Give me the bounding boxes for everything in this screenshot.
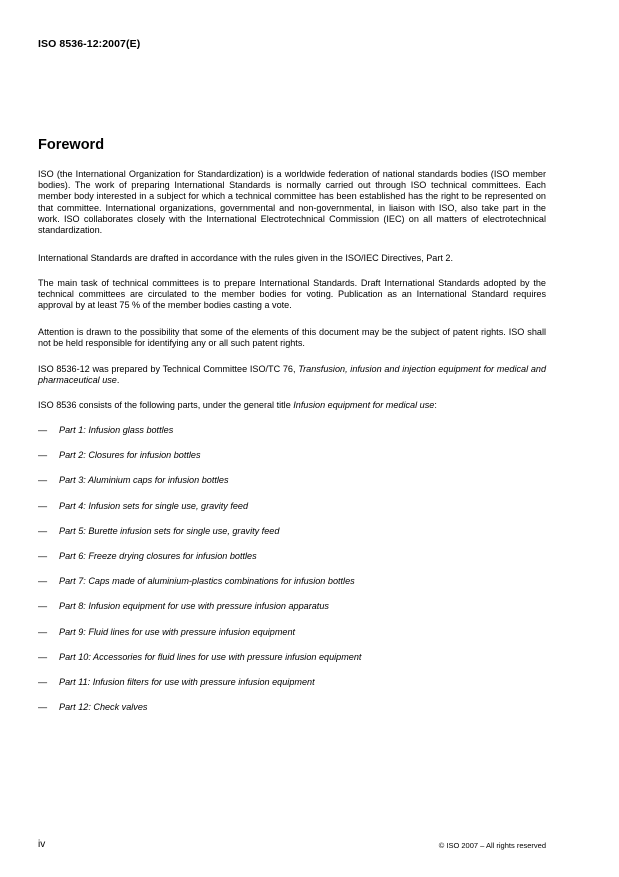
- parts-intro-end: :: [434, 400, 437, 410]
- copyright-notice: © ISO 2007 – All rights reserved: [438, 841, 546, 850]
- part-label: Part 9: Fluid lines for use with pressure infusion equipment: [59, 626, 296, 637]
- part-label: Part 11: Infusion filters for use with pressure infusion equipment: [59, 676, 315, 687]
- list-item: [38, 601, 361, 626]
- list-item: [38, 677, 361, 702]
- paragraph-prepared-by: [38, 364, 546, 386]
- paragraph-parts-intro: [38, 400, 546, 411]
- part-label: Part 5: Burette infusion sets for single use, gravity feed: [59, 525, 280, 536]
- list-item: [38, 450, 361, 475]
- paragraph-iso-overview: ISO (the International Organization for Standardization) is a worldwide federation of national standards bodies (ISO member bodies). The work of preparing International Standards is normally carried out through ISO technical committees. Each member body interested in a subject for which a technical committee has been established has the right to be represented on that committee. International organizations, governmental and non-governmental, in liaison with ISO, also take part in the work. ISO collaborates closely with the International Electrotechnical Commission (IEC) on all matters of electrotechnical standardization.: [38, 169, 546, 236]
- prepared-by-end: .: [116, 375, 120, 386]
- paragraph-patent-rights: Attention is drawn to the possibility that some of the elements of this document may be the subject of patent rights. ISO shall not be held responsible for identifying any or all such patent rights.: [38, 327, 546, 349]
- list-dash: —: [38, 425, 48, 435]
- part-label: Part 7: Caps made of aluminium-plastics combinations for infusion bottles: [59, 576, 355, 587]
- list-dash: —: [38, 450, 48, 461]
- list-dash: —: [38, 576, 48, 587]
- part-label: Part 12: Check valves: [59, 702, 148, 713]
- part-label: Part 3: Aluminium caps for infusion bottles: [59, 475, 229, 486]
- page-number: iv: [38, 839, 46, 850]
- list-dash: —: [38, 601, 48, 612]
- list-dash: —: [38, 651, 48, 662]
- prepared-by-text: ISO 8536-12 was prepared by Technical Committee ISO/TC 76,: [38, 364, 299, 374]
- page-title: Foreword: [38, 137, 105, 153]
- list-item: [38, 551, 361, 576]
- part-label: Part 4: Infusion sets for single use, gravity feed: [59, 500, 249, 511]
- part-label: Part 8: Infusion equipment for use with pressure infusion apparatus: [59, 601, 329, 612]
- part-label: Part 2: Closures for infusion bottles: [59, 450, 201, 461]
- committee-title: Transfusion, infusion and injection equipment for medical and pharmaceutical use: [38, 364, 546, 386]
- list-item: [38, 576, 361, 601]
- paragraph-committee-task: The main task of technical committees is to prepare International Standards. Draft International Standards adopted by the technical committees are circulated to the member bodies for voting. Publication as an International Standard requires approval by at least 75 % of the member bodies casting a vote.: [38, 278, 546, 311]
- list-dash: —: [38, 626, 48, 637]
- list-dash: —: [38, 676, 48, 687]
- list-dash: —: [38, 475, 48, 486]
- document-id-header: ISO 8536-12:2007(E): [38, 38, 141, 50]
- list-item: [38, 627, 361, 652]
- general-title: Infusion equipment for medical use: [293, 400, 435, 410]
- list-item: [38, 702, 361, 727]
- parts-intro-text: ISO 8536 consists of the following parts, under the general title: [38, 400, 294, 410]
- part-label: Part 10: Accessories for fluid lines for use with pressure infusion equipment: [59, 651, 362, 662]
- list-dash: —: [38, 500, 48, 511]
- list-dash: —: [38, 525, 48, 536]
- list-item: [38, 425, 361, 450]
- parts-list: [38, 425, 361, 727]
- list-item: [38, 501, 361, 526]
- list-item: [38, 475, 361, 500]
- list-item: [38, 652, 361, 677]
- list-item: [38, 526, 361, 551]
- list-dash: —: [38, 550, 48, 561]
- part-label: Part 1: Infusion glass bottles: [59, 425, 174, 435]
- paragraph-directives: International Standards are drafted in accordance with the rules given in the ISO/IEC Directives, Part 2.: [38, 253, 453, 263]
- list-dash: —: [38, 702, 48, 713]
- part-label: Part 6: Freeze drying closures for infusion bottles: [59, 550, 257, 561]
